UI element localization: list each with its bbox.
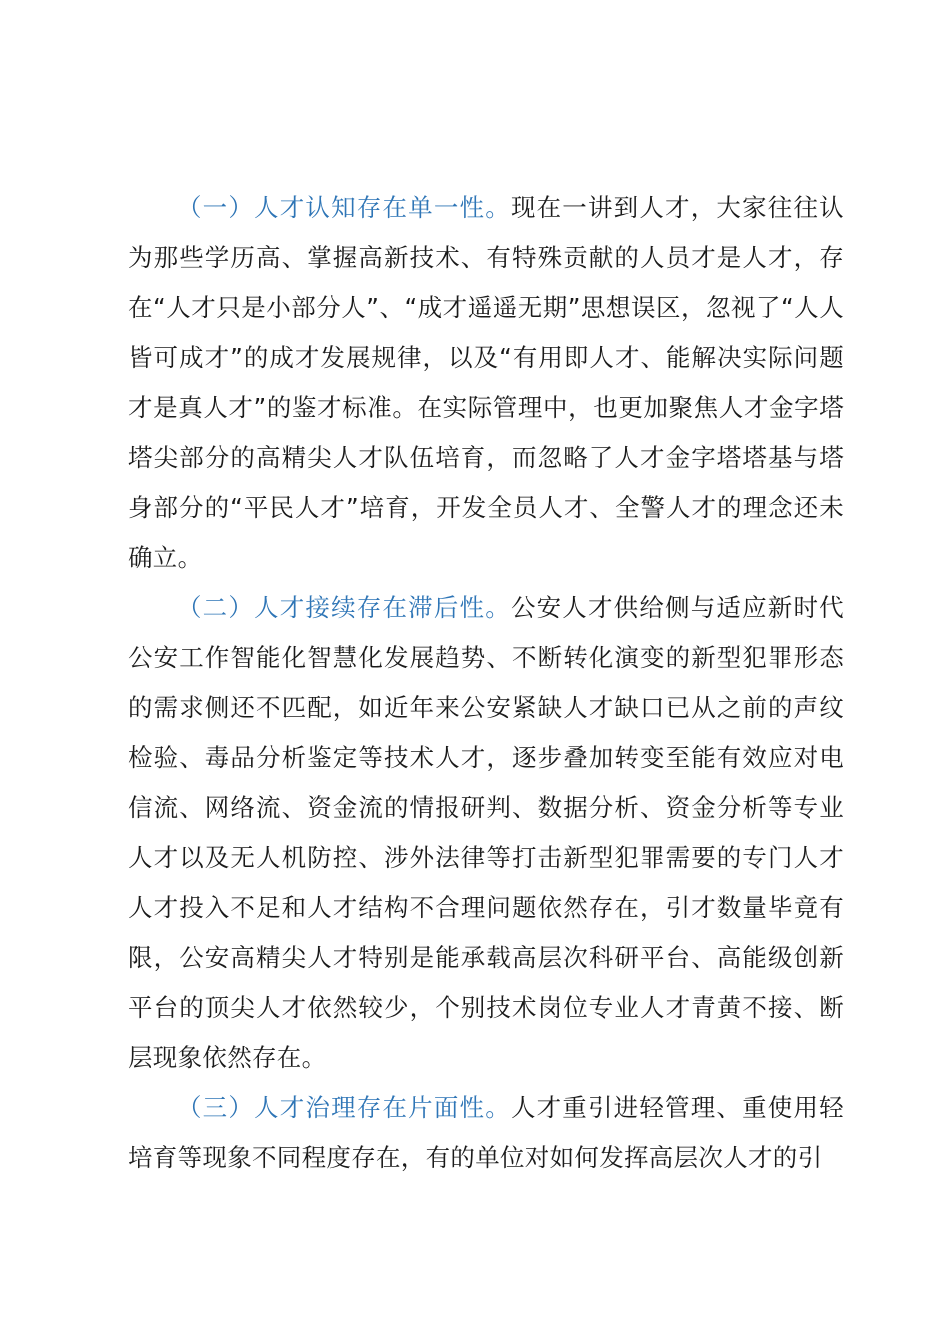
paragraph-1-text: 现在一讲到人才，大家往往认为那些学历高、掌握高新技术、有特殊贡献的人员才是人才，存在“人才只是小部分人”、“成才遥遥无期”思想误区，忽视了“人人皆可成才”的成才发展规律，以及“有用即人才、能解决实际问题才是真人才”的鉴才标准。在实际管理中，也更加聚焦人才金字塔塔尖部分的高精尖人才队伍培育，而忽略了人才金字塔塔基与塔身部分的“平民人才”培育，开发全员人才、全警人才的理念还未确立。 bbox=[128, 193, 844, 572]
paragraph-2-text: 公安人才供给侧与适应新时代公安工作智能化智慧化发展趋势、不断转化演变的新型犯罪形态的需求侧还不匹配，如近年来公安紧缺人才缺口已从之前的声纹检验、毒品分析鉴定等技术人才，逐步叠加转变至能有效应对电信流、网络流、资金流的情报研判、数据分析、资金分析等专业人才以及无人机防控、涉外法律等打击新型犯罪需要的专门人才人才投入不足和人才结构不合理问题依然存在，引才数量毕竟有限，公安高精尖人才特别是能承载高层次科研平台、高能级创新平台的顶尖人才依然较少，个别技术岗位专业人才青黄不接、断层现象依然存在。 bbox=[128, 593, 844, 1072]
document-body bbox=[128, 183, 844, 1183]
paragraph-1 bbox=[128, 183, 844, 583]
paragraph-3 bbox=[128, 1083, 844, 1183]
section-heading-3: （三）人才治理存在片面性。 bbox=[177, 1093, 511, 1122]
section-heading-2: （二）人才接续存在滞后性。 bbox=[177, 593, 511, 622]
paragraph-3-text: 人才重引进轻管理、重使用轻培育等现象不同程度存在，有的单位对如何发挥高层次人才的引 bbox=[128, 1093, 844, 1172]
section-heading-1: （一）人才认知存在单一性。 bbox=[177, 193, 511, 222]
paragraph-2 bbox=[128, 583, 844, 1083]
